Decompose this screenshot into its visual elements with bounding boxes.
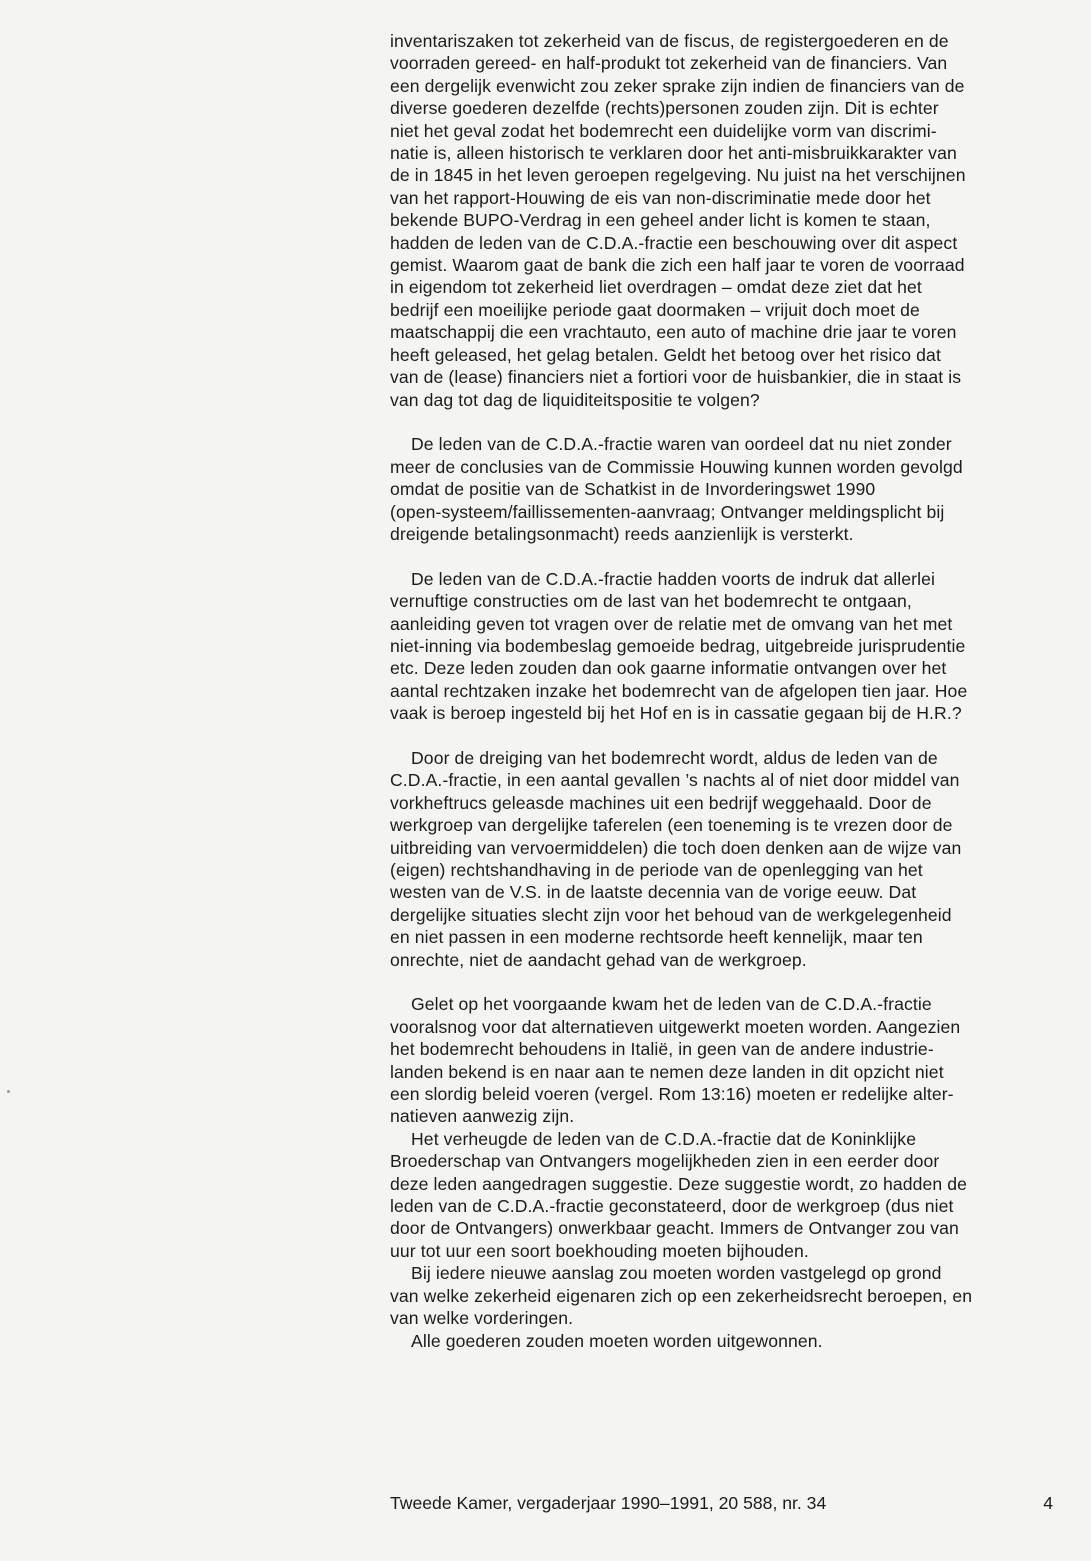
- text-line: De leden van de C.D.A.-fractie hadden voorts de indruk dat allerlei: [411, 568, 936, 589]
- text-line: westen van de V.S. in de laatste decennia van de vorige eeuw. Dat: [390, 882, 917, 903]
- text-line: een dergelijk evenwicht zou zeker sprake zijn indien de financiers van de: [390, 75, 965, 96]
- paragraph: [390, 993, 1060, 1127]
- text-line: voorraden gereed- en half-produkt tot zekerheid van de financiers. Van: [390, 53, 948, 74]
- text-line: Door de dreiging van het bodemrecht wordt, aldus de leden van de: [411, 747, 938, 768]
- text-line: Gelet op het voorgaande kwam het de leden van de C.D.A.-fractie: [411, 994, 932, 1015]
- paragraph: [390, 1330, 1060, 1352]
- text-line: Broederschap van Ontvangers mogelijkheden zien in een eerder door: [390, 1151, 940, 1172]
- text-line: natie is, alleen historisch te verklaren door het anti-misbruikkarakter van: [390, 143, 957, 164]
- text-line: (eigen) rechtshandhaving in de periode van de openlegging van het: [390, 859, 923, 880]
- text-line: De leden van de C.D.A.-fractie waren van oordeel dat nu niet zonder: [411, 434, 952, 455]
- text-line: in eigendom tot zekerheid liet overdragen – omdat deze ziet dat het: [390, 277, 922, 298]
- text-line: door de Ontvangers) onwerkbaar geacht. Immers de Ontvanger zou van: [390, 1218, 959, 1239]
- text-line: aanleiding geven tot vragen over de relatie met de omvang van het met: [390, 613, 953, 634]
- text-line: van het rapport-Houwing de eis van non-discriminatie mede door het: [390, 187, 931, 208]
- page-number: 4: [1043, 1493, 1053, 1513]
- text-line: vaak is beroep ingesteld bij het Hof en is in cassatie gegaan bij de H.R.?: [390, 703, 962, 724]
- paragraph: [390, 1262, 1060, 1329]
- paragraph: [390, 747, 1060, 971]
- text-line: hadden de leden van de C.D.A.-fractie een beschouwing over dit aspect: [390, 232, 958, 253]
- footer-source: Tweede Kamer, vergaderjaar 1990–1991, 20 588, nr. 34: [390, 1493, 827, 1513]
- text-line: meer de conclusies van de Commissie Houwing kunnen worden gevolgd: [390, 456, 963, 477]
- text-line: van dag tot dag de liquiditeitspositie te volgen?: [390, 389, 760, 410]
- text-line: Alle goederen zouden moeten worden uitgewonnen.: [411, 1330, 823, 1351]
- text-line: uur tot uur een soort boekhouding moeten bijhouden.: [390, 1240, 809, 1261]
- text-line: een slordig beleid voeren (vergel. Rom 13:16) moeten er redelijke alter-: [390, 1084, 954, 1105]
- text-line: dergelijke situaties slecht zijn voor het behoud van de werkgelegenheid: [390, 904, 952, 925]
- text-line: van welke zekerheid eigenaren zich op een zekerheidsrecht beroepen, en: [390, 1285, 973, 1306]
- text-line: onrechte, niet de aandacht gehad van de werkgroep.: [390, 949, 807, 970]
- text-line: gemist. Waarom gaat de bank die zich een half jaar te voren de voorraad: [390, 255, 965, 276]
- text-line: het bodemrecht behoudens in Italië, in geen van de andere industrie-: [390, 1039, 934, 1060]
- paragraph-gap: [390, 411, 1060, 433]
- text-line: heeft geleased, het gelag betalen. Geldt het betoog over het risico dat: [390, 344, 941, 365]
- paragraph-gap: [390, 725, 1060, 747]
- text-line: deze leden aangedragen suggestie. Deze suggestie wordt, zo hadden de: [390, 1173, 968, 1194]
- text-line: aantal rechtzaken inzake het bodemrecht van de afgelopen tien jaar. Hoe: [390, 680, 968, 701]
- text-line: niet-inning via bodembeslag gemoeide bedrag, uitgebreide jurisprudentie: [390, 635, 966, 656]
- text-line: (open-systeem/faillissementen-aanvraag; Ontvanger meldingsplicht bij: [390, 501, 945, 522]
- text-line: de in 1845 in het leven geroepen regelgeving. Nu juist na het verschijnen: [390, 165, 966, 186]
- text-line: niet het geval zodat het bodemrecht een duidelijke vorm van discrimi-: [390, 120, 937, 141]
- text-line: natieven aanwezig zijn.: [390, 1106, 575, 1127]
- text-line: Het verheugde de leden van de C.D.A.-fractie dat de Koninklijke: [411, 1128, 917, 1149]
- paragraph-gap: [390, 545, 1060, 567]
- body-text: [390, 30, 1060, 1352]
- text-line: en niet passen in een moderne rechtsorde heeft kennelijk, maar ten: [390, 927, 923, 948]
- text-line: bedrijf een moeilijke periode gaat doormaken – vrijuit doch moet de: [390, 299, 920, 320]
- text-line: inventariszaken tot zekerheid van de fiscus, de registergoederen en de: [390, 31, 949, 51]
- paragraph: [390, 433, 1060, 545]
- text-line: Bij iedere nieuwe aanslag zou moeten worden vastgelegd op grond: [411, 1263, 942, 1284]
- text-line: vernuftige constructies om de last van het bodemrecht te ontgaan,: [390, 591, 912, 612]
- text-line: maatschappij die een vrachtauto, een auto of machine drie jaar te voren: [390, 322, 957, 343]
- paragraph: [390, 1128, 1060, 1262]
- text-line: werkgroep van dergelijke taferelen (een toeneming is te vrezen door de: [390, 815, 953, 836]
- paragraph-gap: [390, 971, 1060, 993]
- text-line: vooralsnog voor dat alternatieven uitgewerkt moeten worden. Aangezien: [390, 1016, 961, 1037]
- text-line: omdat de positie van de Schatkist in de Invorderingswet 1990: [390, 479, 876, 500]
- margin-dot: [7, 1090, 10, 1093]
- text-line: dreigende betalingsonmacht) reeds aanzienlijk is versterkt.: [390, 523, 854, 544]
- text-line: vorkheftrucs geleasde machines uit een bedrijf weggehaald. Door de: [390, 792, 932, 813]
- text-line: uitbreiding van vervoermiddelen) die toch doen denken aan de wijze van: [390, 837, 962, 858]
- text-line: diverse goederen dezelfde (rechts)personen zouden zijn. Dit is echter: [390, 98, 939, 119]
- paragraph: [390, 30, 1060, 411]
- text-line: van welke vorderingen.: [390, 1308, 574, 1329]
- text-line: bekende BUPO-Verdrag in een geheel ander licht is komen te staan,: [390, 210, 931, 231]
- paragraph: [390, 568, 1060, 725]
- text-line: landen bekend is en naar aan te nemen deze landen in dit opzicht niet: [390, 1061, 944, 1082]
- text-line: leden van de C.D.A.-fractie geconstateerd, door de werkgroep (dus niet: [390, 1196, 954, 1217]
- text-line: C.D.A.-fractie, in een aantal gevallen ’s nachts al of niet door middel van: [390, 770, 960, 791]
- text-line: etc. Deze leden zouden dan ook gaarne informatie ontvangen over het: [390, 658, 947, 679]
- text-line: van de (lease) financiers niet a fortiori voor de huisbankier, die in staat is: [390, 367, 962, 388]
